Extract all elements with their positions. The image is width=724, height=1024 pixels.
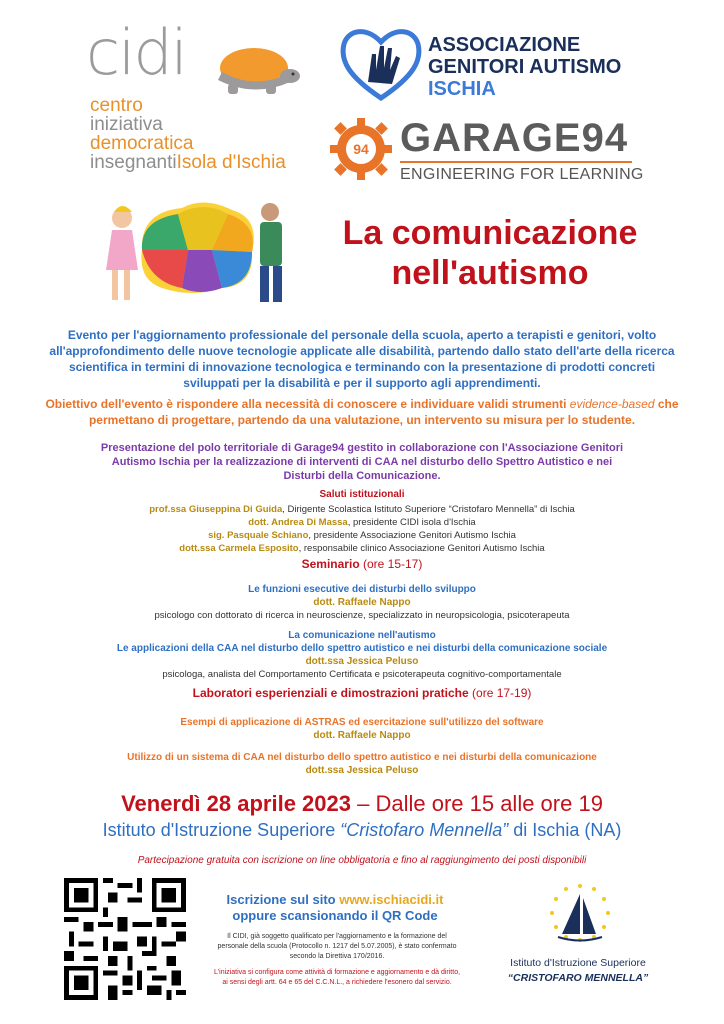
association-line-2: GENITORI AUTISMO (428, 56, 622, 78)
event-date-rest: – Dalle ore 15 alle ore 19 (351, 791, 603, 816)
garage-divider (400, 161, 632, 163)
talk-2-title: La comunicazione nell'autismo (288, 630, 436, 641)
turtle-icon (204, 40, 304, 100)
lab-2-title: Utilizzo di un sistema di CAA nel disturbo dello spettro autistico e nei disturbi della comunicazione (127, 752, 597, 763)
event-date-bold: Venerdì 28 aprile 2023 (121, 791, 351, 816)
registration-info (200, 892, 470, 924)
talk-2-speaker: dott.ssa Jessica Peluso (305, 656, 419, 667)
talk-2-bio: psicologa, analista del Comportamento Certificata e psicoterapeuta cognitivo-comportamentale (162, 669, 562, 680)
cidi-line-1: centro (90, 95, 143, 116)
registration-text: Iscrizione sul sito (226, 892, 340, 907)
school-logo-sailboat-icon (530, 880, 630, 954)
saluti-name: sig. Pasquale Schiano (208, 530, 309, 541)
intro-paragraph: Evento per l'aggiornamento professionale del personale della scuola, aperto a terapisti e genitori, volto all'approfondimento delle nuove tecnologie applicate alle disabilità, partendo dallo stato dell'arte della ricerca scientifica in termini di innovazione tecnologica e terminando con la presentazione di prodotti concreti sviluppati per la disabilità e per il supporto agli apprendimenti. (49, 328, 675, 390)
association-logo-text (428, 34, 621, 100)
participation-note: Partecipazione gratuita con iscrizione on line obbligatoria e fino al raggiungimento dei posti disponibili (137, 855, 587, 866)
saluti-item (40, 503, 684, 516)
talk-2 (40, 629, 684, 681)
cidi-accreditation-note: Il CIDI, già soggetto qualificato per l'aggiornamento e la formazione del personale della scuola (Protocollo n. 1217 del 5.07.2005), è stato confermato secondo la Direttiva 170/2016. (217, 933, 457, 960)
talk-1-bio: psicologo con dottorato di ricerca in neuroscienze, specializzato in neuropsicologia, psicoterapeuta (154, 610, 570, 621)
page-title-line-1: La comunicazione (342, 214, 638, 252)
cidi-line-2: iniziativa (90, 114, 163, 135)
school-name-line-2: “CRISTOFARO MENNELLA” (507, 972, 649, 984)
goal-text-1: Obiettivo dell'evento è rispondere alla necessità di conoscere e individuare validi strumenti (45, 397, 570, 411)
qr-code[interactable] (64, 878, 186, 1000)
cidi-logo-wordmark: cidi (86, 16, 186, 89)
lab-2-speaker: dott.ssa Jessica Peluso (305, 765, 419, 776)
garage-badge-text: 94 (353, 141, 369, 157)
talk-2-subtitle: Le applicazioni della CAA nel disturbo dello spettro autistico e nei disturbi della comunicazione sociale (116, 643, 608, 654)
event-place-italic: “Cristofaro Mennella” (340, 820, 509, 840)
registration-line-1 (200, 892, 470, 908)
cidi-logo-text (90, 96, 286, 172)
heart-hand-icon (338, 24, 424, 102)
event-place-2: di Ischia (NA) (508, 820, 622, 840)
goal-paragraph (40, 396, 684, 428)
lab-1 (40, 716, 684, 742)
saluti-role: , responsabile clinico Associazione Genitori Autismo Ischia (298, 543, 545, 554)
event-place (0, 820, 724, 841)
talk-1-title: Le funzioni esecutive dei disturbi dello sviluppo (248, 584, 476, 595)
saluti-heading: Saluti istituzionali (319, 489, 405, 500)
talk-1-speaker: dott. Raffaele Nappo (313, 597, 411, 608)
saluti-item (40, 529, 684, 542)
association-line-3: ISCHIA (428, 78, 496, 100)
lab-2 (40, 751, 684, 777)
saluti-item (40, 516, 684, 529)
laboratori-time: (ore 17-19) (468, 686, 532, 700)
goal-text-2: che permettano di progettare, partendo da una valutazione, un intervento su misura per lo studente. (88, 397, 679, 427)
cidi-line-3: democratica (90, 133, 194, 154)
saluti-name: dott. Andrea Di Massa (248, 517, 348, 528)
registration-url-link[interactable]: www.ischiacidi.it (339, 892, 444, 907)
saluti-name: dott.ssa Carmela Esposito (179, 543, 299, 554)
page-title-line-2: nell'autismo (391, 254, 589, 292)
garage-logo-subtitle: ENGINEERING FOR LEARNING (400, 166, 644, 183)
laboratori-heading (0, 686, 724, 700)
seminario-label: Seminario (301, 557, 360, 571)
page-title (290, 213, 690, 293)
lab-1-speaker: dott. Raffaele Nappo (313, 730, 411, 741)
cidi-line-4 (90, 153, 286, 172)
polo-paragraph: Presentazione del polo territoriale di Garage94 gestito in collaborazione con l'Associazione Genitori Autismo Ischia per la realizzazione di interventi di CAA nel disturbo dello Spettro Autistico e nei Disturbi della Comunicazione. (100, 442, 624, 482)
saluti-role: , Dirigente Scolastica Istituto Superiore “Cristofaro Mennella” di Ischia (282, 504, 575, 515)
event-place-1: Istituto d'Istruzione Superiore (102, 820, 341, 840)
saluti-list (40, 503, 684, 555)
saluti-name: prof.ssa Giuseppina Di Guida (149, 504, 283, 515)
talk-1 (40, 583, 684, 622)
association-line-1: ASSOCIAZIONE (428, 34, 581, 56)
event-date (0, 791, 724, 817)
gear-icon (330, 118, 392, 180)
seminario-time: (ore 15-17) (359, 557, 423, 571)
garage-logo-title: GARAGE94 (400, 116, 629, 160)
saluti-role: , presidente CIDI isola d'Ischia (347, 517, 476, 528)
training-exemption-note: L'iniziativa si configura come attività di formazione e aggiornamento e dà diritto, ai sensi degli artt. 64 e 65 del C.C.N.L., a richiedere l'esonero dal servizio. (213, 969, 461, 986)
laboratori-label: Laboratori esperienziali e dimostrazioni pratiche (192, 686, 469, 700)
saluti-item (40, 542, 684, 555)
goal-italic: evidence-based (569, 397, 655, 411)
puzzle-brain-illustration (92, 190, 292, 310)
saluti-role: , presidente Associazione Genitori Autismo Ischia (308, 530, 516, 541)
lab-1-title: Esempi di applicazione di ASTRAS ed esercitazione sull'utilizzo del software (180, 717, 544, 728)
cidi-line-4a: insegnanti (90, 152, 177, 173)
school-name-line-1: Istituto d'Istruzione Superiore (510, 957, 646, 969)
registration-line-2: oppure scansionando il QR Code (232, 908, 438, 923)
cidi-line-4b: Isola d'Ischia (176, 152, 286, 173)
seminario-heading (0, 557, 724, 571)
